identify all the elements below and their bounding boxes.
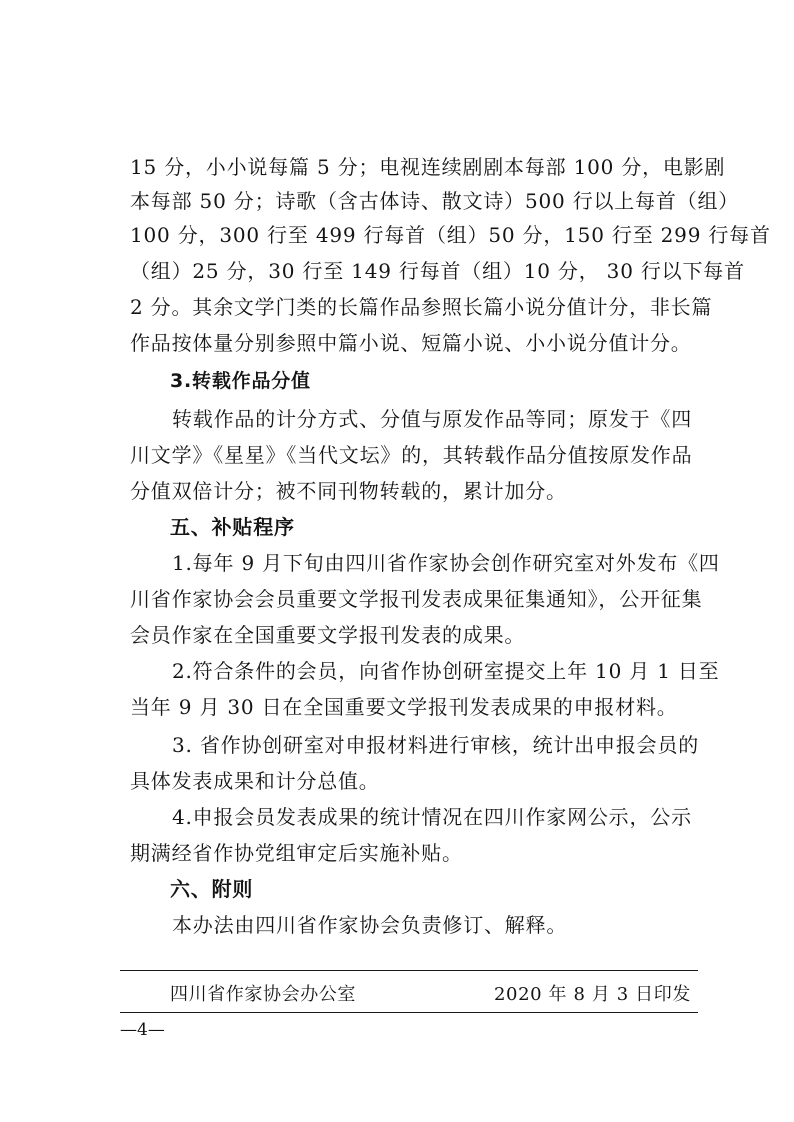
body-line: 本每部 50 分；诗歌（含古体诗、散文诗）500 行以上每首（组） bbox=[130, 189, 740, 213]
footer-issuer: 四川省作家协会办公室 bbox=[170, 984, 356, 1005]
paragraph-line: 具体发表成果和计分总值。 bbox=[130, 769, 380, 793]
footer-issue-date: 2020 年 8 月 3 日印发 bbox=[494, 984, 691, 1005]
paragraph-line: 转载作品的计分方式、分值与原发作品等同；原发于《四 bbox=[172, 407, 692, 431]
footer-bottom-rule bbox=[120, 1012, 698, 1013]
paragraph-line: 会员作家在全国重要文学报刊发表的成果。 bbox=[130, 623, 526, 647]
body-line: 15 分，小小说每篇 5 分；电视连续剧剧本每部 100 分，电影剧 bbox=[130, 155, 726, 179]
section-heading-subsidy-procedure: 五、补贴程序 bbox=[170, 515, 295, 539]
subheading-repost-score: 3.转载作品分值 bbox=[170, 370, 311, 392]
paragraph-line: 川省作家协会会员重要文学报刊发表成果征集通知》，公开征集 bbox=[130, 587, 703, 611]
footer-top-rule bbox=[120, 970, 698, 971]
paragraph-line: 分值双倍计分；被不同刊物转载的，累计加分。 bbox=[130, 479, 567, 503]
page-number: —4— bbox=[120, 1020, 165, 1040]
paragraph-line: 1.每年 9 月下旬由四川省作家协会创作研究室对外发布《四 bbox=[172, 551, 720, 575]
body-line: 作品按体量分别参照中篇小说、短篇小说、小小说分值计分。 bbox=[130, 331, 692, 355]
paragraph-line: 2.符合条件的会员，向省作协创研室提交上年 10 月 1 日至 bbox=[172, 659, 720, 683]
paragraph-line: 当年 9 月 30 日在全国重要文学报刊发表成果的申报材料。 bbox=[130, 695, 678, 719]
paragraph-line: 4.申报会员发表成果的统计情况在四川作家网公示，公示 bbox=[172, 805, 692, 829]
section-heading-supplementary: 六、附则 bbox=[170, 877, 254, 901]
paragraph-line: 3. 省作协创研室对申报材料进行审核，统计出申报会员的 bbox=[172, 733, 700, 757]
paragraph-line: 本办法由四川省作家协会负责修订、解释。 bbox=[172, 913, 568, 937]
body-line: 100 分，300 行至 499 行每首（组）50 分，150 行至 299 行每首 bbox=[130, 223, 771, 247]
paragraph-line: 期满经省作协党组审定后实施补贴。 bbox=[130, 841, 463, 865]
body-line: 2 分。其余文学门类的长篇作品参照长篇小说分值计分，非长篇 bbox=[130, 295, 713, 319]
body-line: （组）25 分，30 行至 149 行每首（组）10 分， 30 行以下每首 bbox=[130, 259, 745, 283]
paragraph-line: 川文学》《星星》《当代文坛》的，其转载作品分值按原发作品 bbox=[130, 443, 693, 467]
